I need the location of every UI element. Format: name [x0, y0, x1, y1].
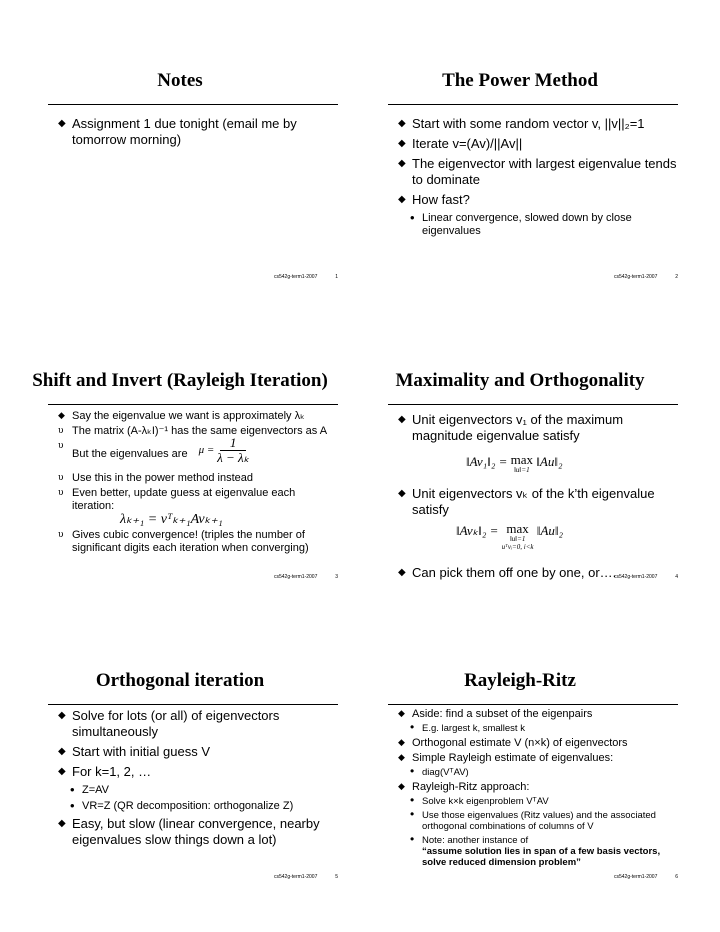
bullet: ◆ Easy, but slow (linear convergence, nearby eigenvalues slow things down a lot) [58, 816, 320, 847]
bullet: ◆ Unit eigenvectors v₁ of the maximum magnitude eigenvalue satisfy [398, 412, 624, 443]
sub-bullet: • VR=Z (QR decomposition: orthogonalize Z) [70, 798, 294, 813]
diamond-bullet-icon: ◆ [398, 118, 406, 129]
diamond-bullet-icon: ◆ [398, 488, 406, 499]
diamond-bullet-icon: ◆ [58, 411, 65, 421]
sub-bullet: • E.g. largest k, smallest k [410, 720, 525, 734]
sub-bullet: • Note: another instance of [410, 832, 529, 846]
title-divider [388, 104, 678, 105]
title-divider [388, 704, 678, 705]
slide-1: Notes ◆ Assignment 1 due tonight (email me by tomorrow morning) cs542g-term1-2007 1 [0, 0, 360, 310]
bullet: ◆ The eigenvector with largest eigenvalue tends to dominate [398, 156, 677, 187]
upsilon-bullet-icon: υ [58, 426, 64, 436]
bullet: ◆ Assignment 1 due tonight (email me by tomorrow morning) [58, 116, 297, 147]
bullet: ◆ Solve for lots (or all) of eigenvectors simultaneously [58, 708, 280, 739]
bullet: ◆ Start with some random vector v, ||v||₂=1 [398, 116, 645, 131]
diamond-bullet-icon: ◆ [398, 753, 405, 763]
sub-bullet: • Linear convergence, slowed down by close eigenvalues [410, 210, 632, 237]
dot-bullet-icon: • [410, 210, 415, 225]
title-divider [48, 704, 338, 705]
bullet: ◆ How fast? [398, 192, 470, 207]
bullet: υ Even better, update guess at eigenvalue each iteration: λₖ₊₁ = vᵀₖ₊₁Avₖ₊₁ [58, 487, 296, 527]
upsilon-bullet-icon: υ [58, 441, 64, 451]
bullet: ◆ Simple Rayleigh estimate of eigenvalues: [398, 752, 614, 764]
bullet: ◆ Iterate v=(Av)/||Av|| [398, 136, 523, 151]
slide-5: Orthogonal iteration ◆ Solve for lots (or all) of eigenvectors simultaneously ◆ Start with initial guess V ◆ For k=1, 2, … • Z=AV • VR=Z (QR decomposition: orthogonalize Z) ◆ Easy, but slow (linear convergence, nearby eigenvalues slow things down a lot) cs542g-term1-2007 5 [0, 600, 360, 910]
diamond-bullet-icon: ◆ [58, 818, 66, 829]
title-divider [48, 104, 338, 105]
slide-title: Rayleigh-Ritz [464, 670, 576, 691]
diamond-bullet-icon: ◆ [398, 194, 406, 205]
dot-bullet-icon: • [410, 793, 415, 807]
bullet: ◆ Can pick them off one by one, or…. [398, 565, 617, 580]
diamond-bullet-icon: ◆ [398, 567, 406, 578]
slide-4: Maximality and Orthogonality ◆ Unit eigenvectors v₁ of the maximum magnitude eigenvalue satisfy ‖Av₁‖₂ = max ‖u‖=1 ‖Au‖₂ ◆ Unit eigenvectors vₖ of the k’th eigenvalue satisfy ‖Avₖ‖₂ = max ‖u‖=1 uᵀvᵢ=0, i<k ‖Au‖₂ ◆ Can pick them off one by one, or…. cs542g-term1-2007 4 [340, 300, 700, 610]
slide-title: Orthogonal iteration [95, 670, 265, 691]
upsilon-bullet-icon: υ [58, 473, 64, 483]
bullet: ◆ Orthogonal estimate V (n×k) of eigenvectors [398, 737, 628, 749]
bullet: υ But the eigenvalues are μ = $\frac{1}{\text{λ − λₖ}}$ [58, 435, 250, 465]
bullet: υ Use this in the power method instead [58, 472, 253, 484]
dot-bullet-icon: • [70, 798, 75, 813]
lambda-update-equation: λₖ₊₁ = vᵀₖ₊₁Avₖ₊₁ [120, 512, 223, 527]
diamond-bullet-icon: ◆ [398, 738, 405, 748]
sub-bullet: • Z=AV [70, 782, 110, 797]
quote-text: “assume solution lies in span of a few basis vectors, solve reduced dimension problem” [422, 846, 661, 868]
diamond-bullet-icon: ◆ [398, 782, 405, 792]
title-divider [48, 404, 338, 405]
bullet: ◆ Say the eigenvalue we want is approximately λₖ [58, 410, 305, 422]
sub-bullet: • Use those eigenvalues (Ritz values) and the associated orthogonal combinations of columns of V [410, 807, 656, 832]
dot-bullet-icon: • [70, 782, 75, 797]
sub-bullet: • Solve k×k eigenproblem VᵀAV [410, 793, 549, 807]
bullet: ◆ Unit eigenvectors vₖ of the k’th eigenvalue satisfy [398, 486, 655, 517]
upsilon-bullet-icon: υ [58, 530, 64, 540]
diamond-bullet-icon: ◆ [58, 710, 66, 721]
bullet: ◆ Start with initial guess V [58, 744, 211, 759]
slide-6: Rayleigh-Ritz ◆ Aside: find a subset of the eigenpairs • E.g. largest k, smallest k ◆ Orthogonal estimate V (n×k) of eigenvectors ◆ Simple Rayleigh estimate of eigenvalues: • diag(VᵀAV) ◆ Rayleigh-Ritz approach: • Solve k×k eigenproblem VᵀAV • Use those eigenvalues (Ritz values) and the associated orthogonal combinations of columns of V • Note: another instance of “assume solution lies in span of a few basis vectors, solve reduced dimension problem” cs542g-term1-2007 6 [340, 600, 700, 910]
slide-3: Shift and Invert (Rayleigh Iteration) ◆ Say the eigenvalue we want is approximately λₖ υ The matrix (A-λₖI)⁻¹ has the same eigenvectors as A υ But the eigenvalues are μ = $\frac{1}{\text{λ − λₖ}}$ υ Use this in the power method instead υ Even better, update guess at eigenvalue each iteration: λₖ₊₁ = vᵀₖ₊₁Avₖ₊₁ υ Gives cubic convergence! (triples the number of significant digits each iteration when converging) cs542g-term1-2007 3 [0, 300, 360, 610]
bullet: υ Gives cubic convergence! (triples the number of significant digits each iteration when converging) [58, 529, 309, 554]
dot-bullet-icon: • [410, 764, 415, 778]
dot-bullet-icon: • [410, 807, 415, 821]
diamond-bullet-icon: ◆ [398, 709, 405, 719]
mu-equation: μ = $\frac{1}{\text{λ − λₖ}}$ [198, 435, 250, 465]
slide-2: The Power Method ◆ Start with some random vector v, ||v||₂=1 ◆ Iterate v=(Av)/||Av|| ◆ The eigenvector with largest eigenvalue tends to dominate ◆ How fast? • Linear convergence, slowed down by close eigenvalues cs542g-term1-2007 2 [340, 0, 700, 310]
title-divider [388, 404, 678, 405]
upsilon-bullet-icon: υ [58, 488, 64, 498]
dot-bullet-icon: • [410, 720, 415, 734]
bullet: ◆ Rayleigh-Ritz approach: [398, 781, 530, 793]
diamond-bullet-icon: ◆ [398, 138, 406, 149]
slide-title: Shift and Invert (Rayleigh Iteration) [32, 370, 328, 391]
dot-bullet-icon: • [410, 832, 415, 846]
bullet: υ The matrix (A-λₖI)⁻¹ has the same eigenvectors as A [58, 425, 328, 437]
slide-title: Maximality and Orthogonality [395, 370, 645, 391]
max-equation: ‖Av₁‖₂ = max ‖u‖=1 ‖Au‖₂ [466, 452, 563, 474]
diamond-bullet-icon: ◆ [398, 158, 406, 169]
diamond-bullet-icon: ◆ [58, 118, 66, 129]
diamond-bullet-icon: ◆ [58, 746, 66, 757]
bullet: ◆ Aside: find a subset of the eigenpairs [398, 708, 593, 720]
slide-title: The Power Method [442, 70, 598, 91]
diamond-bullet-icon: ◆ [58, 766, 66, 777]
bullet: ◆ For k=1, 2, … [58, 764, 152, 779]
constrained-max-equation: ‖Avₖ‖₂ = max ‖u‖=1 uᵀvᵢ=0, i<k ‖Au‖₂ [456, 521, 564, 551]
diamond-bullet-icon: ◆ [398, 414, 406, 425]
slide-title: Notes [157, 70, 203, 91]
sub-bullet: • diag(VᵀAV) [410, 764, 469, 778]
